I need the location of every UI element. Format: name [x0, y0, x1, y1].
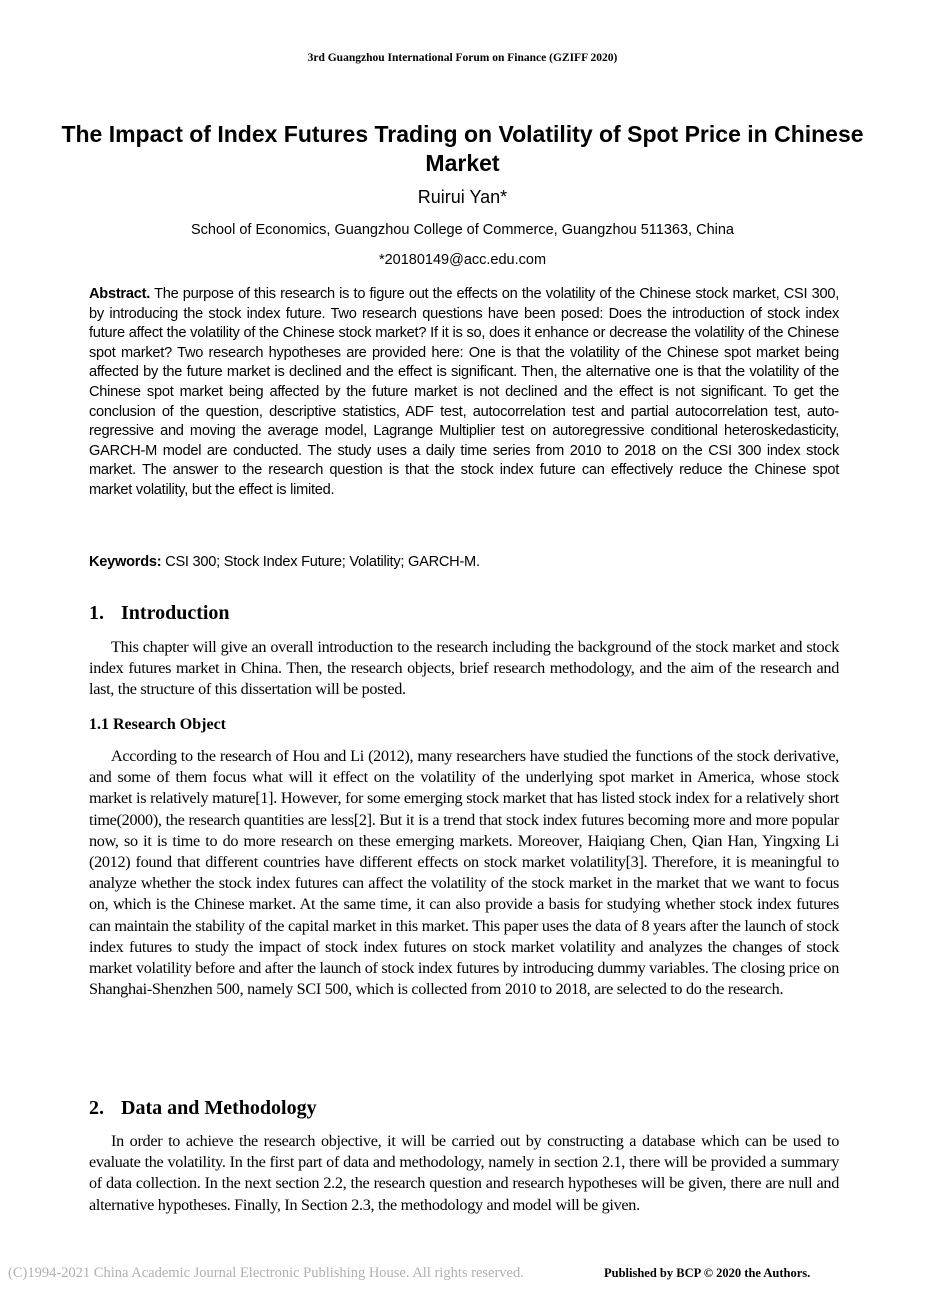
abstract [89, 285, 839, 501]
section-heading-data-methodology [89, 1097, 317, 1120]
publisher-footer: Published by BCP © 2020 the Authors. [604, 1266, 811, 1280]
author-email: *20180149@acc.edu.com [378, 252, 547, 268]
subsection-heading-research-object: 1.1 Research Object [89, 716, 226, 733]
keywords-text: CSI 300; Stock Index Future; Volatility; GARCH-M. [161, 554, 480, 570]
keywords-label: Keywords: [89, 554, 162, 570]
keywords [89, 554, 839, 570]
section-number: 2. [89, 1097, 104, 1119]
copyright-watermark: (C)1994-2021 China Academic Journal Electronic Publishing House. All rights reserved. [8, 1265, 524, 1281]
abstract-label: Abstract. [89, 286, 151, 302]
conference-header: 3rd Guangzhou International Forum on Finance (GZIFF 2020) [307, 52, 618, 64]
introduction-paragraph: This chapter will give an overall introduction to the research including the background of the stock market and stock index futures market in China. Then, the research objects, brief research methodology, and the aim of the research and last, the structure of this dissertation will be posted. [89, 638, 839, 699]
section-title: Data and Methodology [121, 1097, 317, 1119]
author-affiliation: School of Economics, Guangzhou College of Commerce, Guangzhou 511363, China [191, 222, 734, 238]
paper-title: The Impact of Index Futures Trading on Volatility of Spot Price in Chinese Market [61, 121, 864, 176]
abstract-text: The purpose of this research is to figure out the effects on the volatility of the Chinese stock market, CSI 300, by introducing the stock index future. Two research questions have been posed: Does the introduction of stock index future affect the volatility of the Chinese stock market? If it is so, does it enhance or decrease the volatility of the Chinese spot market? Two research hypotheses are provided here: One is that the volatility of the Chinese spot market being affected by the future market is declined and the effect is significant. Then, the alternative one is that the volatility of the Chinese spot market being affected by the future market is not declined and the effect is not significant. To get the conclusion of the question, descriptive statistics, ADF test, autocorrelation test and partial autocorrelation test, auto-regressive and moving the average model, Lagrange Multiplier test on autoregressive conditional heteroskedasticity, GARCH-M model are conducted. The study uses a daily time series from 2010 to 2018 on the CSI 300 index stock market. The answer to the research question is that the stock index future can effectively reduce the Chinese spot market volatility, but the effect is limited. [89, 286, 839, 498]
author-name: Ruirui Yan* [417, 187, 508, 207]
section-number: 1. [89, 602, 104, 624]
section-heading-introduction [89, 602, 230, 625]
research-object-paragraph: According to the research of Hou and Li (2012), many researchers have studied the functions of the stock derivative, and some of them focus what will it effect on the volatility of the underlying spot market in America, whose stock market is relatively mature[1]. However, for some emerging stock market that has listed stock index for a relatively short time(2000), the research quantities are less[2]. But it is a trend that stock index futures becoming more and more popular now, so it is time to do more research on these emerging markets. Moreover, Haiqiang Chen, Qian Han, Yingxing Li (2012) found that different countries have different effects on stock market volatility[3]. Therefore, it is meaningful to analyze whether the stock index futures can affect the volatility of the stock market in the market that we want to focus on, which is the Chinese market. At the same time, it can also provide a basis for studying whether stock index futures can maintain the stability of the capital market in this market. This paper uses the data of 8 years after the launch of stock index futures to study the impact of stock index futures on stock market volatility and analyzes the changes of stock market volatility before and after the launch of stock index futures by introducing dummy variables. The closing price on Shanghai-Shenzhen 500, namely SCI 500, which is collected from 2010 to 2018, are selected to do the research. [89, 747, 839, 999]
data-methodology-paragraph: In order to achieve the research objective, it will be carried out by constructing a database which can be used to evaluate the volatility. In the first part of data and methodology, namely in section 2.1, there will be provided a summary of data collection. In the next section 2.2, the research question and research hypotheses will be given, there are null and alternative hypotheses. Finally, In Section 2.3, the methodology and model will be given. [89, 1132, 839, 1214]
section-title: Introduction [121, 602, 230, 624]
